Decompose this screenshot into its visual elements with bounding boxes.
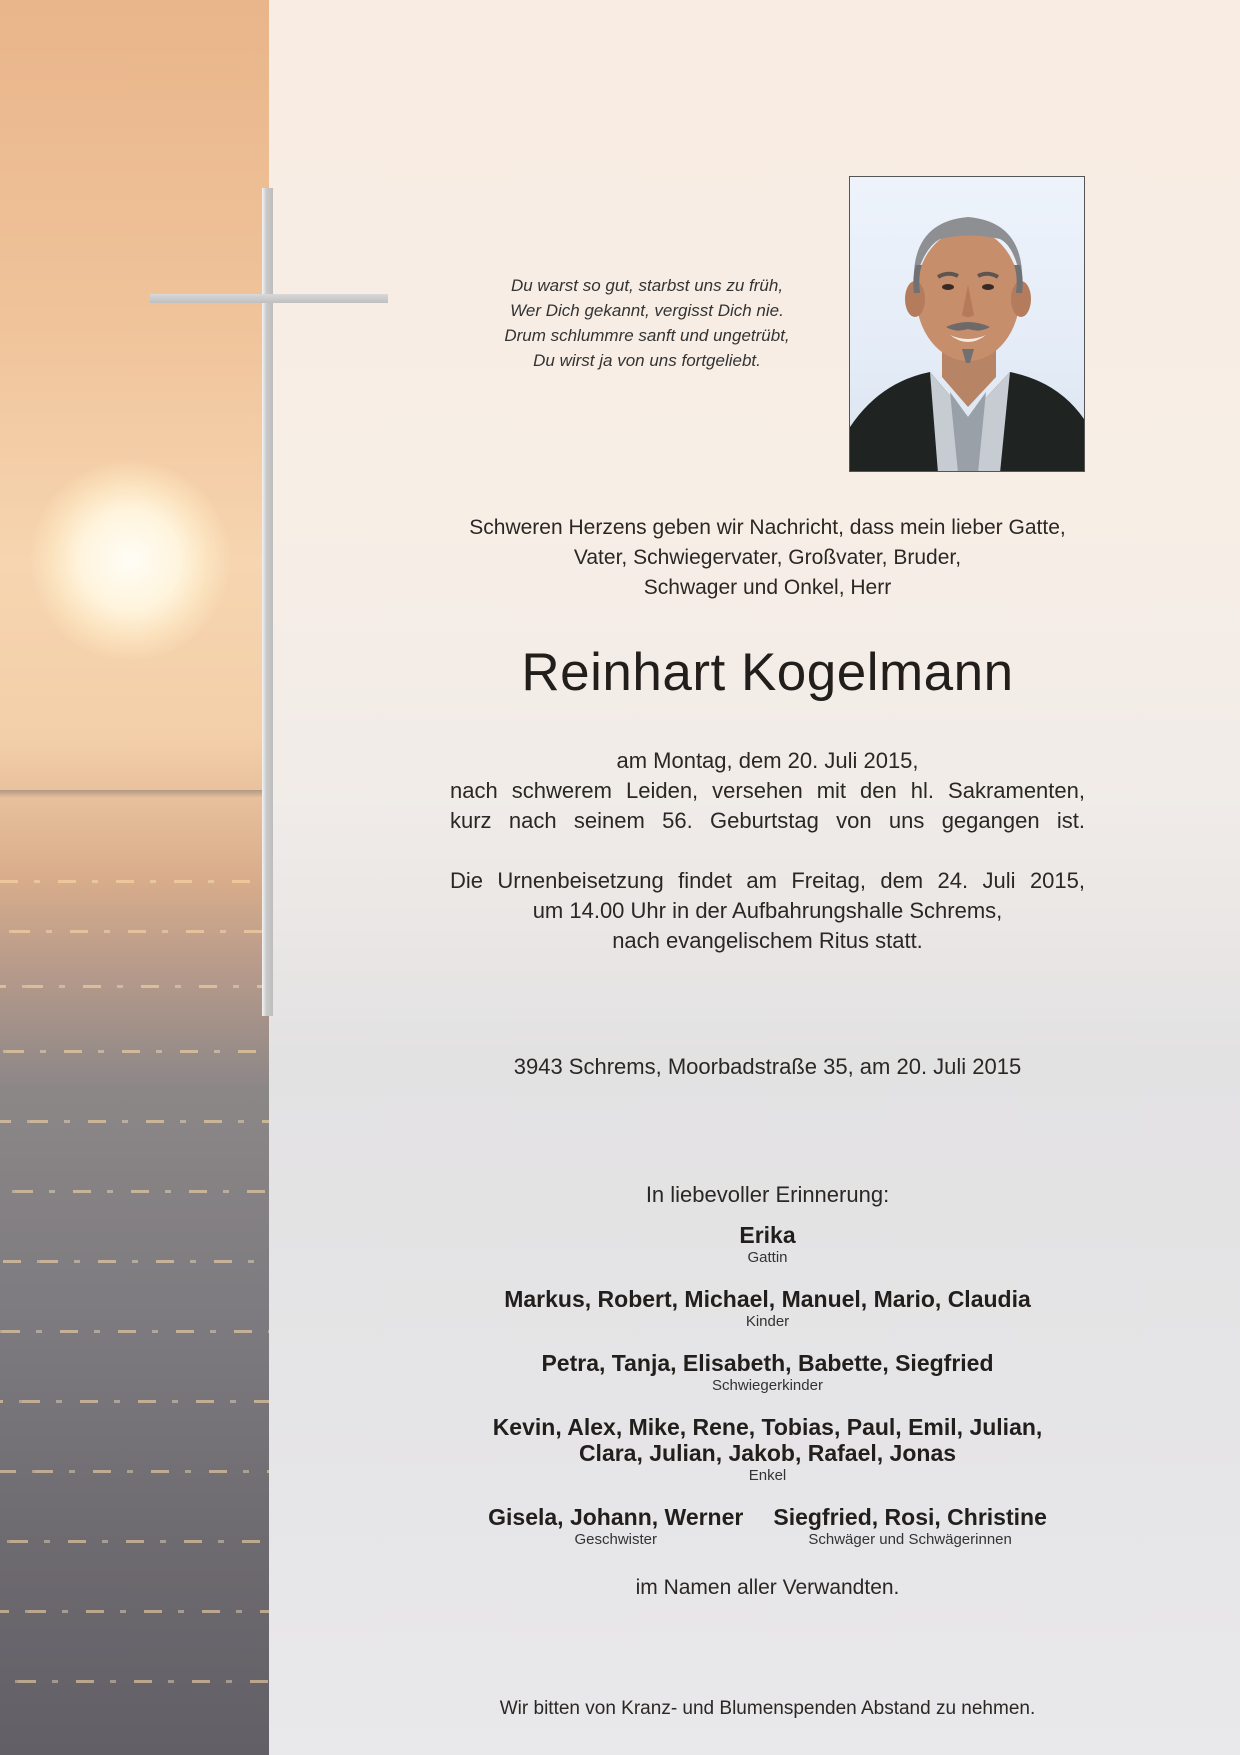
poem-line: Du wirst ja von uns fortgeliebt. <box>533 351 761 370</box>
horizon-line <box>0 790 269 798</box>
water-glint <box>0 1680 269 1683</box>
announcement-line: Schwager und Onkel, Herr <box>643 576 892 599</box>
grandchildren-names-line: Clara, Julian, Jakob, Rafael, Jonas <box>578 1440 957 1466</box>
children-names: Markus, Robert, Michael, Manuel, Mario, Claudia <box>504 1286 1031 1312</box>
portrait-photo <box>849 176 1085 472</box>
water-glint <box>0 930 269 933</box>
sun-graphic <box>30 460 230 660</box>
funeral-time-place-line: um 14.00 Uhr in der Aufbahrungshalle Schrems, <box>532 898 1003 923</box>
death-announcement <box>440 513 1095 603</box>
siblings-names: Gisela, Johann, Werner <box>488 1504 744 1530</box>
children-in-law-relation: Schwiegerkinder <box>712 1377 823 1394</box>
water-glint <box>0 1260 269 1263</box>
water-glint <box>0 1400 269 1403</box>
cross-icon-horizontal-bar <box>150 294 388 303</box>
memorial-poem <box>437 273 857 373</box>
sunset-sea-image <box>0 0 269 1755</box>
water-glint <box>0 1190 269 1193</box>
water-glint <box>0 985 269 988</box>
announcement-line: Vater, Schwiegervater, Großvater, Bruder, <box>573 546 962 569</box>
poem-line: Drum schlummre sanft und ungetrübt, <box>504 326 790 345</box>
funeral-date-line: Die Urnenbeisetzung findet am Freitag, dem 24. Juli 2015, <box>450 868 1085 893</box>
portrait-illustration <box>850 177 1085 472</box>
water-glint <box>0 1540 269 1543</box>
children-relation: Kinder <box>745 1313 790 1330</box>
in-laws-group <box>773 1504 1047 1568</box>
siblings-group <box>488 1504 743 1568</box>
water-glint <box>0 1610 269 1613</box>
footer-note: Wir bitten von Kranz- und Blumenspenden Abstand zu nehmen. <box>499 1698 1036 1719</box>
water-glint <box>0 1330 269 1333</box>
funeral-rite-line: nach evangelischem Ritus statt. <box>612 928 923 953</box>
water-glint <box>0 1470 269 1473</box>
children-in-law-names: Petra, Tanja, Elisabeth, Babette, Siegfried <box>541 1350 994 1376</box>
siblings-row <box>440 1504 1095 1568</box>
spouse-name: Erika <box>739 1222 796 1248</box>
in-laws-relation: Schwäger und Schwägerinnen <box>808 1531 1012 1548</box>
poem-line: Du warst so gut, starbst uns zu früh, <box>510 276 784 295</box>
place-and-date: 3943 Schrems, Moorbadstraße 35, am 20. Juli 2015 <box>513 1054 1022 1079</box>
closing-line: im Namen aller Verwandten. <box>635 1576 900 1599</box>
deceased-name: Reinhart Kogelmann <box>521 643 1014 702</box>
cross-icon-vertical-bar <box>262 188 273 1016</box>
siblings-relation: Geschwister <box>574 1531 658 1548</box>
announcement-line: Schweren Herzens geben wir Nachricht, dass mein lieber Gatte, <box>469 516 1066 539</box>
death-and-funeral-details <box>450 746 1085 956</box>
spouse-relation: Gattin <box>747 1249 788 1266</box>
water-glint <box>0 1050 269 1053</box>
memory-heading: In liebevoller Erinnerung: <box>645 1182 890 1207</box>
grandchildren-relation: Enkel <box>748 1467 787 1484</box>
water-glint <box>0 1120 269 1123</box>
in-laws-names: Siegfried, Rosi, Christine <box>773 1504 1047 1530</box>
death-circumstance-line: nach schwerem Leiden, versehen mit den hl. Sakramenten, <box>450 778 1085 803</box>
death-date-line: am Montag, dem 20. Juli 2015, <box>616 748 919 773</box>
poem-line: Wer Dich gekannt, vergisst Dich nie. <box>510 301 784 320</box>
mourners-list <box>440 1222 1095 1568</box>
water-glint <box>0 880 269 883</box>
grandchildren-names-line: Kevin, Alex, Mike, Rene, Tobias, Paul, Emil, Julian, <box>492 1414 1043 1440</box>
death-age-line: kurz nach seinem 56. Geburtstag von uns gegangen ist. <box>450 808 1085 833</box>
